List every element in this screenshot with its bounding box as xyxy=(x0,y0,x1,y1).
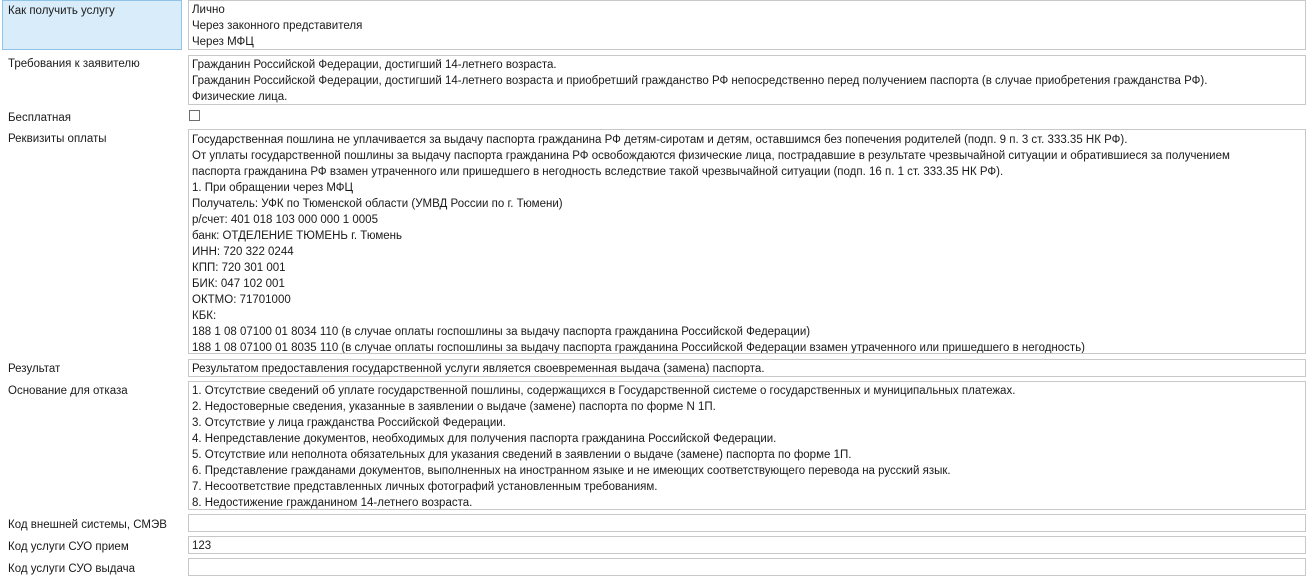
payment-field[interactable] xyxy=(188,129,1306,354)
result-field[interactable] xyxy=(188,359,1306,377)
how-to-get-line: Лично xyxy=(192,4,225,16)
payment-line: КБК: xyxy=(192,310,217,322)
refusal-line: 7. Несоответствие представленных личных фотографий установленным требованиям. xyxy=(192,481,658,493)
suo-receive-value: 123 xyxy=(192,540,212,552)
how-to-get-field[interactable] xyxy=(188,0,1306,50)
refusal-line: 8. Недостижение гражданином 14-летнего возраста. xyxy=(192,497,473,509)
label-free: Бесплатная xyxy=(8,112,72,124)
refusal-field[interactable] xyxy=(188,381,1306,510)
refusal-line: 4. Непредставление документов, необходимых для получения паспорта гражданина Российской Федерации. xyxy=(192,433,777,445)
requirements-field[interactable] xyxy=(188,55,1306,105)
payment-line: 188 1 08 07100 01 8034 110 (в случае оплаты госпошлины за выдачу паспорта гражданина Российской Федерации) xyxy=(192,326,811,338)
payment-line: ОКТМО: 71701000 xyxy=(192,294,291,306)
payment-line: БИК: 047 102 001 xyxy=(192,278,285,290)
label-suo-issue: Код услуги СУО выдача xyxy=(8,563,135,575)
refusal-line: 3. Отсутствие у лица гражданства Российской Федерации. xyxy=(192,417,506,429)
label-requirements: Требования к заявителю xyxy=(8,58,140,70)
label-how-to-get[interactable]: Как получить услугу xyxy=(2,0,182,50)
requirements-line: Гражданин Российской Федерации, достигший 14-летнего возраста и приобретший гражданство РФ непосредственно перед получением паспорта (в случае приобретения гражданства РФ). xyxy=(192,75,1208,87)
refusal-line: 6. Представление гражданами документов, выполненных на иностранном языке и не имеющих соответствующего перевода на русский язык. xyxy=(192,465,951,477)
payment-line: 1. При обращении через МФЦ xyxy=(192,182,354,194)
label-suo-receive: Код услуги СУО прием xyxy=(8,541,129,553)
suo-issue-input[interactable] xyxy=(188,558,1306,576)
free-checkbox[interactable] xyxy=(189,110,200,121)
payment-line: 188 1 08 07100 01 8035 110 (в случае оплаты госпошлины за выдачу паспорта гражданина Российской Федерации взамен утраченного или пришедшего в негодность) xyxy=(192,342,1086,354)
requirements-line: Физические лица. xyxy=(192,91,288,103)
external-code-input[interactable] xyxy=(188,514,1306,532)
refusal-line: 5. Отсутствие или неполнота обязательных для указания сведений в заявлении о выдаче (замене) паспорта по форме 1П. xyxy=(192,449,852,461)
suo-receive-input[interactable] xyxy=(188,536,1306,554)
refusal-line: 2. Недостоверные сведения, указанные в заявлении о выдаче (замене) паспорта по форме N 1П. xyxy=(192,401,716,413)
payment-line: р/счет: 401 018 103 000 000 1 0005 xyxy=(192,214,378,226)
how-to-get-line: Через законного представителя xyxy=(192,20,363,32)
label-payment: Реквизиты оплаты xyxy=(8,133,107,145)
label-refusal: Основание для отказа xyxy=(8,385,128,397)
payment-line: банк: ОТДЕЛЕНИЕ ТЮМЕНЬ г. Тюмень xyxy=(192,230,402,242)
payment-line: паспорта гражданина РФ взамен утраченного или пришедшего в негодность вследствие такой чрезвычайной ситуации (подп. 16 п. 1 ст. 333.35 НК РФ). xyxy=(192,166,1004,178)
label-external-code: Код внешней системы, СМЭВ xyxy=(8,519,167,531)
payment-line: От уплаты государственной пошлины за выдачу паспорта гражданина РФ освобождаются физические лица, пострадавшие в результате чрезвычайной ситуации и обратившиеся за получением xyxy=(192,150,1230,162)
payment-line: КПП: 720 301 001 xyxy=(192,262,286,274)
result-line: Результатом предоставления государственной услуги является своевременная выдача (замена) паспорта. xyxy=(192,363,765,375)
payment-line: Государственная пошлина не уплачивается за выдачу паспорта гражданина РФ детям-сиротам и детям, оставшимся без попечения родителей (подп. 9 п. 3 ст. 333.35 НК РФ). xyxy=(192,134,1128,146)
payment-line: ИНН: 720 322 0244 xyxy=(192,246,294,258)
how-to-get-line: Через МФЦ xyxy=(192,36,254,48)
payment-line: Получатель: УФК по Тюменской области (УМВД России по г. Тюмени) xyxy=(192,198,563,210)
requirements-line: Гражданин Российской Федерации, достигший 14-летнего возраста. xyxy=(192,59,557,71)
refusal-line: 1. Отсутствие сведений об уплате государственной пошлины, содержащихся в Государственной системе о государственных и муниципальных платежах. xyxy=(192,385,1016,397)
label-result: Результат xyxy=(8,363,61,375)
